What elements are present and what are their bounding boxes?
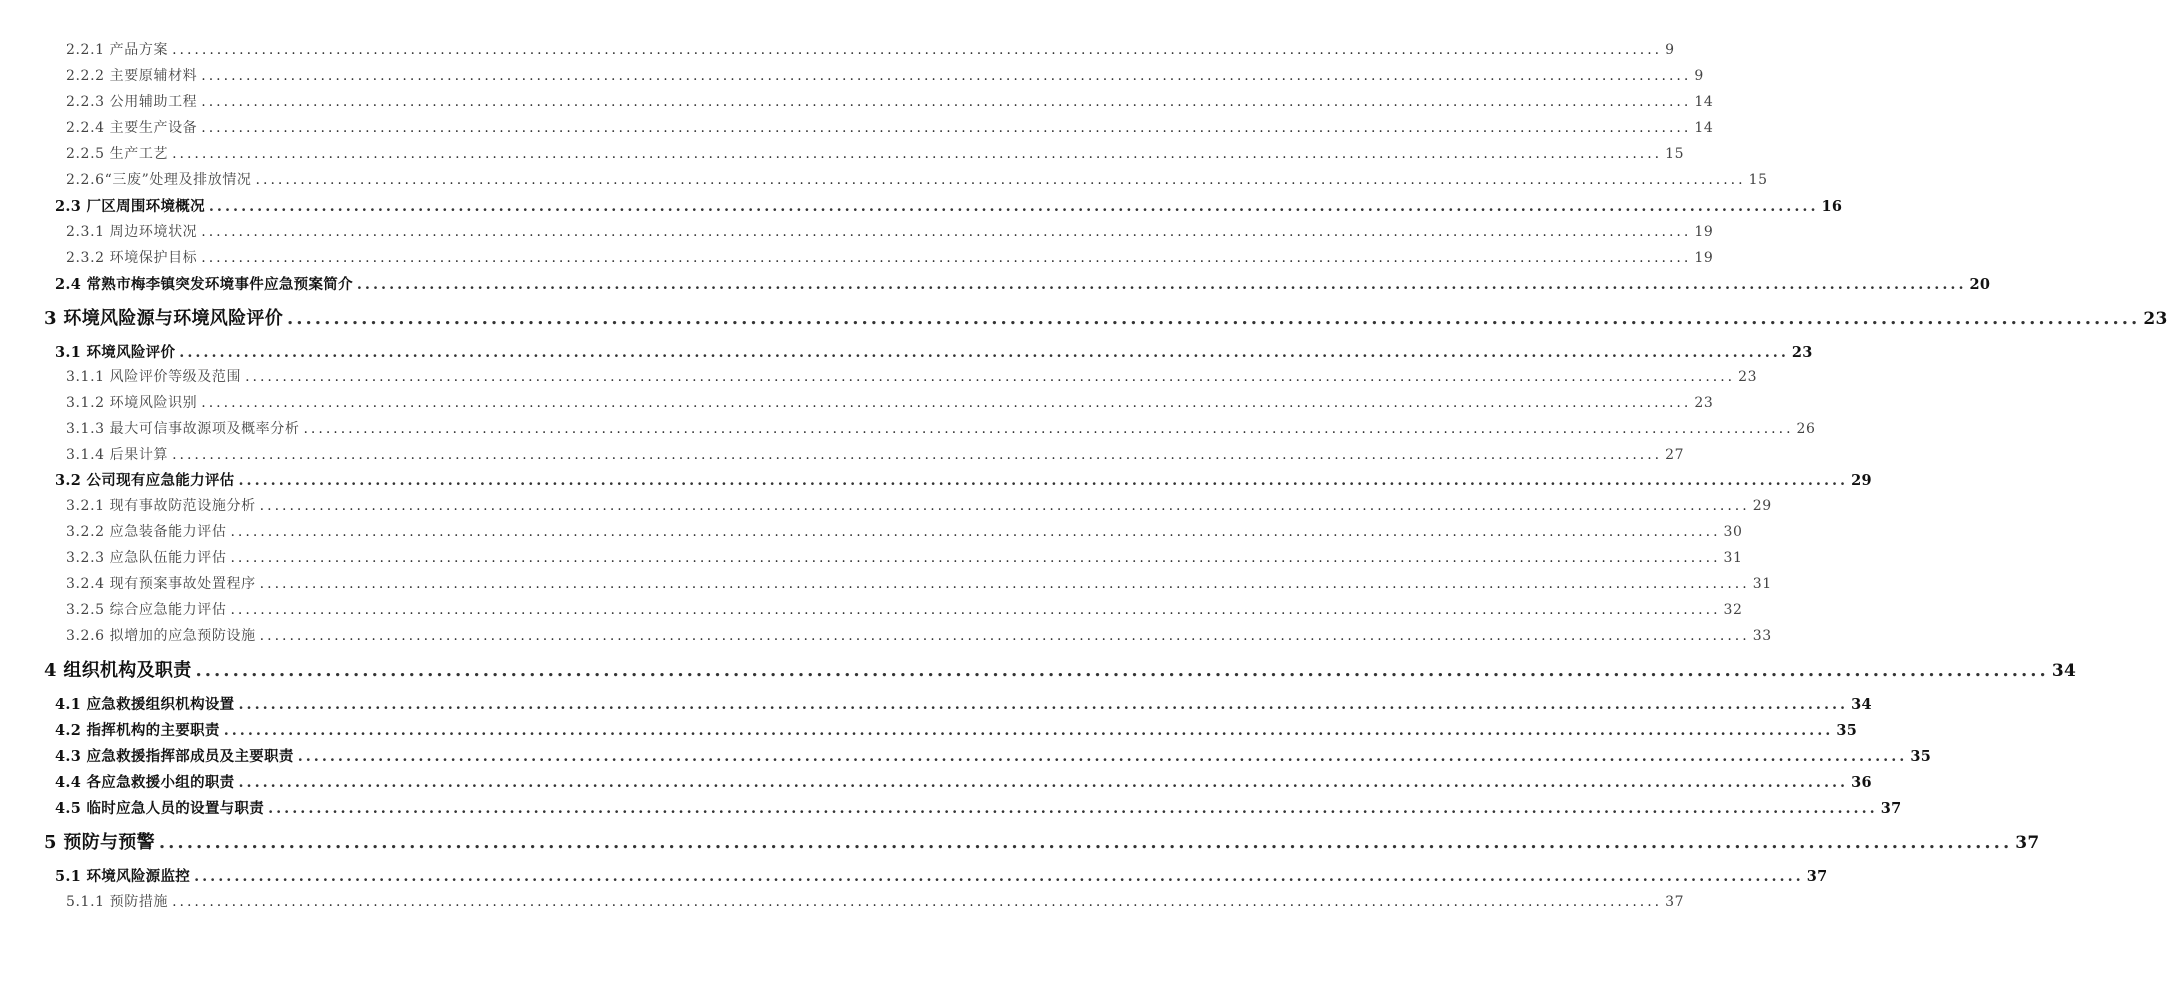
toc-entry-page: 31 xyxy=(1723,550,1743,566)
toc-entry[interactable] xyxy=(66,894,1685,911)
toc-entry-title: 2.2.4 主要生产设备 xyxy=(66,120,198,136)
toc-entry-page: 23 xyxy=(1694,395,1714,411)
toc-leader-dots: ........................................................................................................................................................................................................ xyxy=(238,774,1849,791)
toc-leader-dots: ........................................................................................................................................................................................................ xyxy=(297,748,1908,765)
toc-entry[interactable] xyxy=(44,308,2168,330)
toc-leader-dots: ........................................................................................................................................................................................................ xyxy=(259,628,1750,644)
toc-entry[interactable] xyxy=(44,660,2077,682)
toc-entry[interactable] xyxy=(66,172,1768,189)
toc-leader-dots: ........................................................................................................................................................................................................ xyxy=(172,42,1663,58)
toc-entry-title: 2.3.1 周边环境状况 xyxy=(66,224,198,240)
toc-leader-dots: ........................................................................................................................................................................................................ xyxy=(230,550,1721,566)
toc-entry-title: 2.2.6“三废”处理及排放情况 xyxy=(66,172,252,188)
toc-entry-page: 33 xyxy=(1752,628,1772,644)
toc-leader-dots: ........................................................................................................................................................................................................ xyxy=(255,172,1746,188)
toc-entry-page: 31 xyxy=(1752,576,1772,592)
toc-leader-dots: ........................................................................................................................................................................................................ xyxy=(172,447,1663,463)
toc-entry-page: 23 xyxy=(2143,309,2168,329)
toc-leader-dots: ........................................................................................................................................................................................................ xyxy=(259,498,1750,514)
toc-entry-page: 23 xyxy=(1791,344,1813,361)
toc-entry-title: 2.4 常熟市梅李镇突发环境事件应急预案简介 xyxy=(55,276,353,293)
toc-entry[interactable] xyxy=(66,42,1675,59)
toc-leader-dots: ........................................................................................................................................................................................................ xyxy=(172,146,1663,162)
toc-entry[interactable] xyxy=(66,576,1772,593)
toc-entry-title: 3.2.2 应急装备能力评估 xyxy=(66,524,227,540)
toc-entry[interactable] xyxy=(66,550,1743,567)
toc-entry-title: 3.1.4 后果计算 xyxy=(66,447,169,463)
toc-entry-title: 2.3.2 环境保护目标 xyxy=(66,250,198,266)
toc-leader-dots: ........................................................................................................................................................................................................ xyxy=(230,602,1721,618)
toc-entry[interactable] xyxy=(66,498,1772,515)
toc-leader-dots: ........................................................................................................................................................................................................ xyxy=(268,800,1878,817)
toc-entry-page: 23 xyxy=(1738,369,1758,385)
toc-entry-page: 36 xyxy=(1851,774,1872,791)
toc-entry[interactable] xyxy=(55,198,1843,215)
toc-entry[interactable] xyxy=(55,722,1858,739)
toc-leader-dots: ........................................................................................................................................................................................................ xyxy=(208,198,1819,215)
toc-entry[interactable] xyxy=(55,868,1828,885)
toc-entry[interactable] xyxy=(44,832,2040,854)
toc-leader-dots: ........................................................................................................................................................................................................ xyxy=(230,524,1721,540)
toc-entry-page: 16 xyxy=(1821,198,1843,215)
toc-entry-title: 4.4 各应急救援小组的职责 xyxy=(55,774,235,791)
toc-entry-title: 4.5 临时应急人员的设置与职责 xyxy=(55,800,265,817)
toc-entry-title: 5.1 环境风险源监控 xyxy=(55,868,191,885)
toc-entry-title: 3.2.4 现有预案事故处置程序 xyxy=(66,576,256,592)
toc-leader-dots: ........................................................................................................................................................................................................ xyxy=(201,94,1692,110)
toc-entry[interactable] xyxy=(55,276,1991,293)
toc-leader-dots: ........................................................................................................................................................................................................ xyxy=(201,224,1692,240)
toc-entry[interactable] xyxy=(66,421,1816,438)
toc-entry[interactable] xyxy=(55,696,1872,713)
toc-entry-title: 4 组织机构及职责 xyxy=(44,660,192,681)
toc-entry-title: 2.2.2 主要原辅材料 xyxy=(66,68,198,84)
toc-entry-title: 4.3 应急救援指挥部成员及主要职责 xyxy=(55,748,294,765)
toc-entry-page: 30 xyxy=(1723,524,1743,540)
toc-entry[interactable] xyxy=(66,146,1685,163)
toc-entry-title: 3.2 公司现有应急能力评估 xyxy=(55,472,235,489)
toc-leader-dots: ........................................................................................................................................................................................................ xyxy=(356,276,1967,293)
toc-leader-dots: ........................................................................................................................................................................................................ xyxy=(172,894,1663,910)
toc-entry[interactable] xyxy=(55,774,1872,791)
toc-leader-dots: ........................................................................................................................................................................................................ xyxy=(195,660,2049,681)
toc-leader-dots: ........................................................................................................................................................................................................ xyxy=(223,722,1834,739)
toc-entry-page: 32 xyxy=(1723,602,1743,618)
toc-entry-page: 14 xyxy=(1694,120,1714,136)
toc-entry[interactable] xyxy=(55,748,1932,765)
toc-entry-page: 37 xyxy=(2015,833,2040,853)
toc-entry-page: 37 xyxy=(1880,800,1902,817)
toc-entry-title: 2.2.1 产品方案 xyxy=(66,42,169,58)
toc-entry-page: 15 xyxy=(1665,146,1685,162)
toc-leader-dots: ........................................................................................................................................................................................................ xyxy=(179,344,1789,361)
toc-leader-dots: ........................................................................................................................................................................................................ xyxy=(238,472,1849,489)
toc-entry-page: 34 xyxy=(1851,696,1872,713)
toc-entry-title: 2.3 厂区周围环境概况 xyxy=(55,198,205,215)
toc-leader-dots: ........................................................................................................................................................................................................ xyxy=(158,832,2013,853)
toc-leader-dots: ........................................................................................................................................................................................................ xyxy=(194,868,1804,885)
toc-entry-page: 9 xyxy=(1665,42,1675,58)
toc-entry[interactable] xyxy=(55,472,1872,489)
toc-entry-title: 5 预防与预警 xyxy=(44,832,155,853)
toc-entry[interactable] xyxy=(66,68,1704,85)
toc-entry-title: 3.1.3 最大可信事故源项及概率分析 xyxy=(66,421,300,437)
toc-entry-title: 5.1.1 预防措施 xyxy=(66,894,169,910)
toc-entry-page: 37 xyxy=(1806,868,1828,885)
toc-entry-page: 34 xyxy=(2051,661,2077,681)
toc-entry[interactable] xyxy=(66,94,1714,111)
toc-entry[interactable] xyxy=(66,224,1714,241)
toc-leader-dots: ........................................................................................................................................................................................................ xyxy=(201,68,1692,84)
toc-entry-title: 3.1 环境风险评价 xyxy=(55,344,176,361)
toc-entry-title: 3.2.6 拟增加的应急预防设施 xyxy=(66,628,256,644)
toc-entry[interactable] xyxy=(66,250,1714,267)
toc-entry-title: 2.2.3 公用辅助工程 xyxy=(66,94,198,110)
toc-entry-page: 20 xyxy=(1969,276,1991,293)
toc-entry-page: 19 xyxy=(1694,250,1714,266)
toc-entry[interactable] xyxy=(55,344,1813,361)
toc-entry-page: 27 xyxy=(1665,447,1685,463)
toc-entry-page: 37 xyxy=(1665,894,1685,910)
toc-entry-title: 3.2.1 现有事故防范设施分析 xyxy=(66,498,256,514)
toc-entry-title: 2.2.5 生产工艺 xyxy=(66,146,169,162)
toc-leader-dots: ........................................................................................................................................................................................................ xyxy=(245,369,1736,385)
toc-entry-page: 29 xyxy=(1752,498,1772,514)
toc-entry-title: 3.1.1 风险评价等级及范围 xyxy=(66,369,242,385)
toc-entry-page: 26 xyxy=(1796,421,1816,437)
toc-entry[interactable] xyxy=(66,602,1743,619)
toc-entry-page: 19 xyxy=(1694,224,1714,240)
toc-leader-dots: ........................................................................................................................................................................................................ xyxy=(201,395,1692,411)
toc-entry-title: 4.2 指挥机构的主要职责 xyxy=(55,722,220,739)
toc-entry[interactable] xyxy=(66,120,1714,137)
toc-entry-page: 15 xyxy=(1748,172,1768,188)
toc-leader-dots: ........................................................................................................................................................................................................ xyxy=(238,696,1849,713)
toc-entry-page: 35 xyxy=(1836,722,1858,739)
toc-entry[interactable] xyxy=(66,369,1758,386)
toc-entry-page: 35 xyxy=(1910,748,1932,765)
toc-leader-dots: ........................................................................................................................................................................................................ xyxy=(287,308,2141,329)
toc-entry-page: 9 xyxy=(1694,68,1704,84)
toc-leader-dots: ........................................................................................................................................................................................................ xyxy=(303,421,1794,437)
toc-leader-dots: ........................................................................................................................................................................................................ xyxy=(201,120,1692,136)
toc-entry-title: 3.2.3 应急队伍能力评估 xyxy=(66,550,227,566)
toc-entry-title: 4.1 应急救援组织机构设置 xyxy=(55,696,235,713)
toc-entry[interactable] xyxy=(55,800,1902,817)
toc-entry[interactable] xyxy=(66,524,1743,541)
toc-entry[interactable] xyxy=(66,395,1714,412)
toc-entry-page: 29 xyxy=(1851,472,1872,489)
toc-entry-title: 3.2.5 综合应急能力评估 xyxy=(66,602,227,618)
toc-entry[interactable] xyxy=(66,447,1685,464)
toc-leader-dots: ........................................................................................................................................................................................................ xyxy=(201,250,1692,266)
toc-entry-title: 3 环境风险源与环境风险评价 xyxy=(44,308,283,329)
toc-leader-dots: ........................................................................................................................................................................................................ xyxy=(259,576,1750,592)
toc-entry-page: 14 xyxy=(1694,94,1714,110)
toc-entry[interactable] xyxy=(66,628,1772,645)
toc-entry-title: 3.1.2 环境风险识别 xyxy=(66,395,198,411)
